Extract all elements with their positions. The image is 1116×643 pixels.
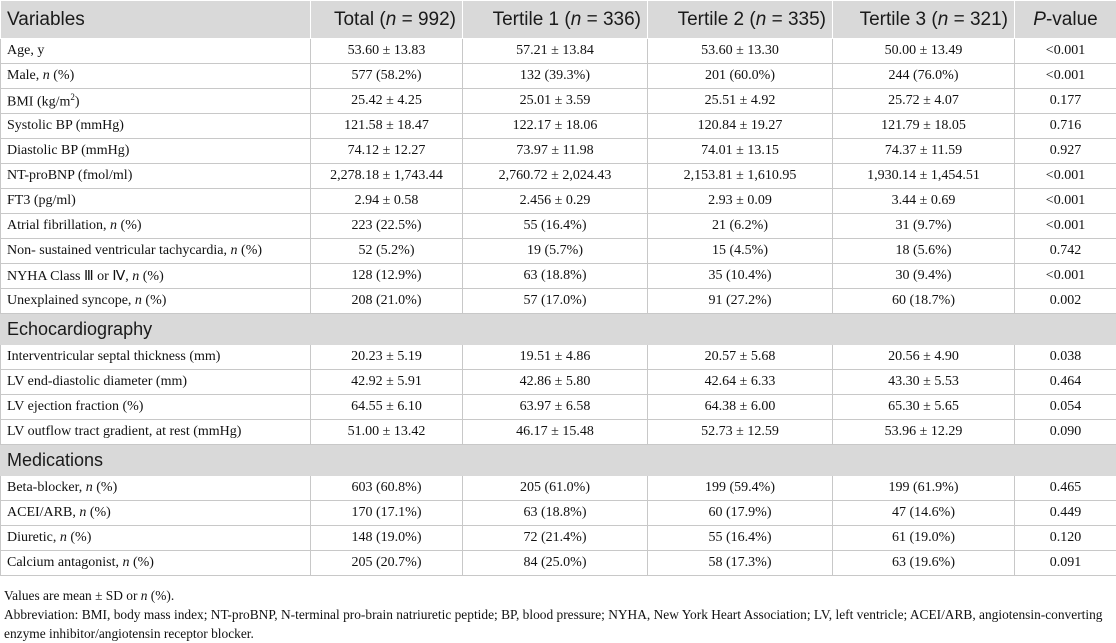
table-notes xyxy=(0,586,1116,643)
value-cell: 51.00 ± 13.42 xyxy=(311,420,463,445)
variable-cell: NT-proBNP (fmol/ml) xyxy=(1,164,311,189)
value-cell: 63 (18.8%) xyxy=(463,264,648,289)
value-cell: 61 (19.0%) xyxy=(833,526,1015,551)
value-cell: <0.001 xyxy=(1015,214,1116,239)
value-cell: 199 (61.9%) xyxy=(833,476,1015,501)
value-cell: 0.742 xyxy=(1015,239,1116,264)
value-cell: 60 (17.9%) xyxy=(648,501,833,526)
value-cell: 53.60 ± 13.30 xyxy=(648,39,833,64)
section-header-row xyxy=(1,314,1116,345)
value-cell: 577 (58.2%) xyxy=(311,64,463,89)
value-cell: 148 (19.0%) xyxy=(311,526,463,551)
value-cell: 58 (17.3%) xyxy=(648,551,833,576)
table-row xyxy=(1,114,1116,139)
abbreviation-note: Abbreviation: BMI, body mass index; NT-proBNP, N-terminal pro-brain natriuretic peptide; BP, blood pressure; NYHA, New York Heart Association; LV, left ventricle; ACEI/ARB, angiotensin-converting enzyme inhibitor/angiotensin receptor blocker. xyxy=(4,607,1103,641)
value-cell: 47 (14.6%) xyxy=(833,501,1015,526)
value-cell: 30 (9.4%) xyxy=(833,264,1015,289)
value-cell: 170 (17.1%) xyxy=(311,501,463,526)
value-cell: 91 (27.2%) xyxy=(648,289,833,314)
header-row xyxy=(1,1,1116,39)
table-row xyxy=(1,395,1116,420)
value-cell: 63 (18.8%) xyxy=(463,501,648,526)
value-cell: <0.001 xyxy=(1015,64,1116,89)
value-cell: 42.86 ± 5.80 xyxy=(463,370,648,395)
value-cell: 60 (18.7%) xyxy=(833,289,1015,314)
table-row xyxy=(1,476,1116,501)
variable-cell: Calcium antagonist, n (%) xyxy=(1,551,311,576)
value-cell: 74.37 ± 11.59 xyxy=(833,139,1015,164)
table-row xyxy=(1,526,1116,551)
value-cell: 53.96 ± 12.29 xyxy=(833,420,1015,445)
value-cell: 0.120 xyxy=(1015,526,1116,551)
table-row xyxy=(1,345,1116,370)
value-cell: 603 (60.8%) xyxy=(311,476,463,501)
value-cell: 35 (10.4%) xyxy=(648,264,833,289)
table-row xyxy=(1,214,1116,239)
variable-cell: Male, n (%) xyxy=(1,64,311,89)
table-row xyxy=(1,501,1116,526)
variable-cell: Non- sustained ventricular tachycardia, n (%) xyxy=(1,239,311,264)
value-cell: 199 (59.4%) xyxy=(648,476,833,501)
value-cell: 55 (16.4%) xyxy=(648,526,833,551)
value-cell: <0.001 xyxy=(1015,264,1116,289)
value-cell: 31 (9.7%) xyxy=(833,214,1015,239)
value-cell: 223 (22.5%) xyxy=(311,214,463,239)
section-title: Medications xyxy=(1,445,1116,476)
table-row xyxy=(1,264,1116,289)
value-cell: 19.51 ± 4.86 xyxy=(463,345,648,370)
header-tertile-2: Tertile 2 (n = 335) xyxy=(648,1,833,39)
value-cell: 2.456 ± 0.29 xyxy=(463,189,648,214)
table-row xyxy=(1,139,1116,164)
value-cell: 84 (25.0%) xyxy=(463,551,648,576)
value-cell: 15 (4.5%) xyxy=(648,239,833,264)
value-cell: 120.84 ± 19.27 xyxy=(648,114,833,139)
value-cell: 19 (5.7%) xyxy=(463,239,648,264)
value-cell: 0.038 xyxy=(1015,345,1116,370)
variable-cell: FT3 (pg/ml) xyxy=(1,189,311,214)
value-cell: 21 (6.2%) xyxy=(648,214,833,239)
table-body xyxy=(1,39,1116,576)
value-cell: 64.55 ± 6.10 xyxy=(311,395,463,420)
variable-cell: LV end-diastolic diameter (mm) xyxy=(1,370,311,395)
variable-cell: LV ejection fraction (%) xyxy=(1,395,311,420)
header-total: Total (n = 992) xyxy=(311,1,463,39)
value-cell: 20.23 ± 5.19 xyxy=(311,345,463,370)
value-cell: 55 (16.4%) xyxy=(463,214,648,239)
value-cell: 65.30 ± 5.65 xyxy=(833,395,1015,420)
table-row xyxy=(1,89,1116,114)
value-cell: 201 (60.0%) xyxy=(648,64,833,89)
value-cell: 57 (17.0%) xyxy=(463,289,648,314)
value-cell: 43.30 ± 5.53 xyxy=(833,370,1015,395)
variable-cell: Diastolic BP (mmHg) xyxy=(1,139,311,164)
value-cell: 3.44 ± 0.69 xyxy=(833,189,1015,214)
variable-cell: LV outflow tract gradient, at rest (mmHg) xyxy=(1,420,311,445)
table-row xyxy=(1,164,1116,189)
value-cell: 42.64 ± 6.33 xyxy=(648,370,833,395)
value-cell: 0.091 xyxy=(1015,551,1116,576)
value-cell: 53.60 ± 13.83 xyxy=(311,39,463,64)
value-cell: 0.054 xyxy=(1015,395,1116,420)
header-tertile-3: Tertile 3 (n = 321) xyxy=(833,1,1015,39)
value-cell: 128 (12.9%) xyxy=(311,264,463,289)
table-row xyxy=(1,551,1116,576)
value-cell: 52.73 ± 12.59 xyxy=(648,420,833,445)
value-cell: 0.002 xyxy=(1015,289,1116,314)
value-cell: 73.97 ± 11.98 xyxy=(463,139,648,164)
value-cell: 0.927 xyxy=(1015,139,1116,164)
value-cell: 121.79 ± 18.05 xyxy=(833,114,1015,139)
value-cell: 121.58 ± 18.47 xyxy=(311,114,463,139)
header-variables: Variables xyxy=(1,1,311,39)
value-cell: 0.449 xyxy=(1015,501,1116,526)
table-row xyxy=(1,189,1116,214)
variable-cell: ACEI/ARB, n (%) xyxy=(1,501,311,526)
value-cell: 63 (19.6%) xyxy=(833,551,1015,576)
value-cell: 0.177 xyxy=(1015,89,1116,114)
value-cell: 57.21 ± 13.84 xyxy=(463,39,648,64)
value-cell: 74.12 ± 12.27 xyxy=(311,139,463,164)
value-cell: <0.001 xyxy=(1015,164,1116,189)
value-cell: 205 (20.7%) xyxy=(311,551,463,576)
value-cell: 0.464 xyxy=(1015,370,1116,395)
value-cell: 18 (5.6%) xyxy=(833,239,1015,264)
variable-cell: Unexplained syncope, n (%) xyxy=(1,289,311,314)
value-cell: 2,278.18 ± 1,743.44 xyxy=(311,164,463,189)
table-row xyxy=(1,239,1116,264)
value-cell: 208 (21.0%) xyxy=(311,289,463,314)
value-cell: 1,930.14 ± 1,454.51 xyxy=(833,164,1015,189)
value-cell: 0.090 xyxy=(1015,420,1116,445)
value-cell: 72 (21.4%) xyxy=(463,526,648,551)
value-cell: 25.42 ± 4.25 xyxy=(311,89,463,114)
value-cell: 2,153.81 ± 1,610.95 xyxy=(648,164,833,189)
value-cell: 25.72 ± 4.07 xyxy=(833,89,1015,114)
value-cell: 132 (39.3%) xyxy=(463,64,648,89)
variable-cell: Beta-blocker, n (%) xyxy=(1,476,311,501)
value-cell: 25.01 ± 3.59 xyxy=(463,89,648,114)
variable-cell: Age, y xyxy=(1,39,311,64)
value-cell: 2,760.72 ± 2,024.43 xyxy=(463,164,648,189)
value-cell: 64.38 ± 6.00 xyxy=(648,395,833,420)
value-cell: 63.97 ± 6.58 xyxy=(463,395,648,420)
section-title: Echocardiography xyxy=(1,314,1116,345)
value-cell: 46.17 ± 15.48 xyxy=(463,420,648,445)
value-cell: 20.56 ± 4.90 xyxy=(833,345,1015,370)
table-row xyxy=(1,64,1116,89)
value-cell: <0.001 xyxy=(1015,39,1116,64)
value-cell: 2.94 ± 0.58 xyxy=(311,189,463,214)
variable-cell: NYHA Class Ⅲ or Ⅳ, n (%) xyxy=(1,264,311,289)
value-cell: 42.92 ± 5.91 xyxy=(311,370,463,395)
value-cell: 205 (61.0%) xyxy=(463,476,648,501)
value-cell: 0.465 xyxy=(1015,476,1116,501)
header-p-value: P-value xyxy=(1015,1,1116,39)
value-cell: 122.17 ± 18.06 xyxy=(463,114,648,139)
value-cell: 244 (76.0%) xyxy=(833,64,1015,89)
value-cell: 2.93 ± 0.09 xyxy=(648,189,833,214)
value-cell: 74.01 ± 13.15 xyxy=(648,139,833,164)
value-cell: 25.51 ± 4.92 xyxy=(648,89,833,114)
values-note: Values are mean ± SD or n (%). xyxy=(4,588,175,603)
table-row xyxy=(1,289,1116,314)
variable-cell: BMI $(kg/m^2)$ xyxy=(1,89,311,114)
table-row xyxy=(1,420,1116,445)
variable-cell: Atrial fibrillation, n (%) xyxy=(1,214,311,239)
variable-cell: Interventricular septal thickness (mm) xyxy=(1,345,311,370)
header-tertile-1: Tertile 1 (n = 336) xyxy=(463,1,648,39)
variable-cell: Diuretic, n (%) xyxy=(1,526,311,551)
value-cell: 20.57 ± 5.68 xyxy=(648,345,833,370)
value-cell: <0.001 xyxy=(1015,189,1116,214)
table-row xyxy=(1,370,1116,395)
value-cell: 50.00 ± 13.49 xyxy=(833,39,1015,64)
value-cell: 52 (5.2%) xyxy=(311,239,463,264)
value-cell: 0.716 xyxy=(1015,114,1116,139)
variable-cell: Systolic BP (mmHg) xyxy=(1,114,311,139)
table-row xyxy=(1,39,1116,64)
section-header-row xyxy=(1,445,1116,476)
